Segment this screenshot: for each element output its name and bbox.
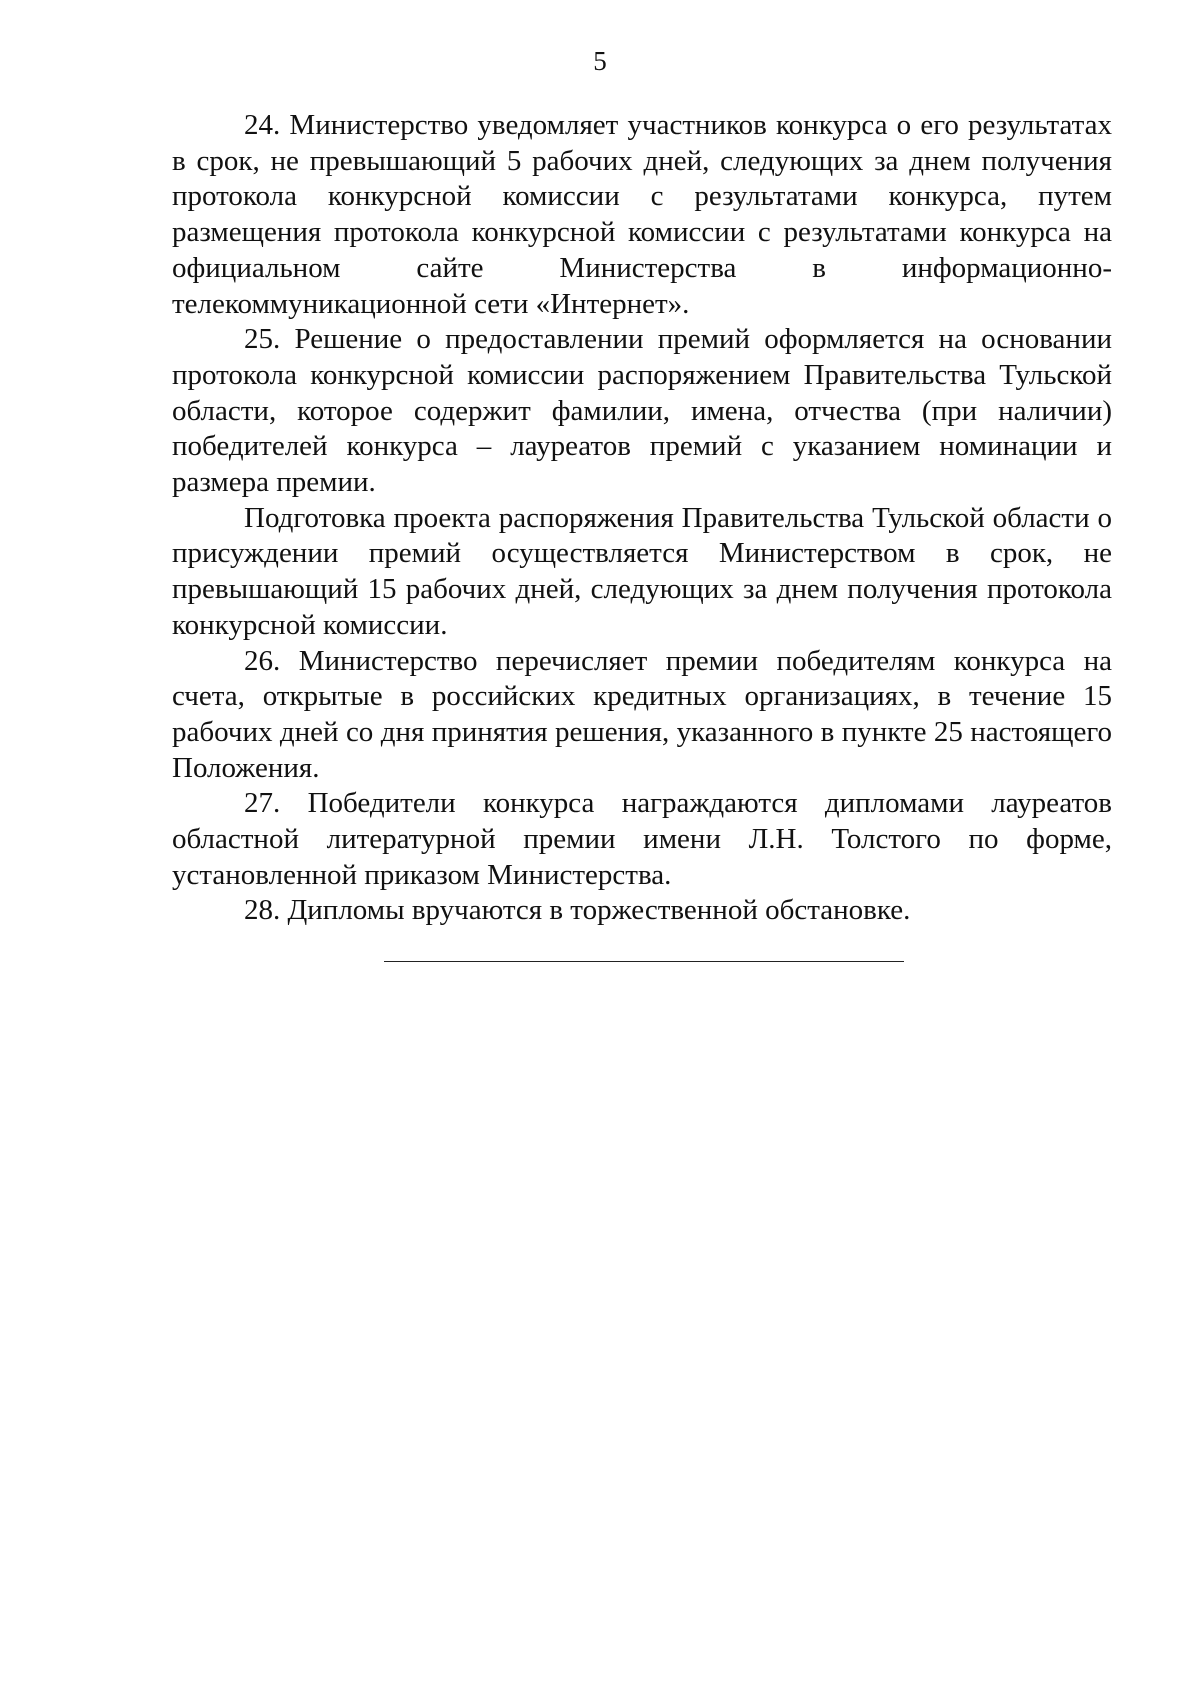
paragraph-28: 28. Дипломы вручаются в торжественной обстановке. [244, 894, 911, 927]
page-number: 5 [593, 46, 607, 76]
paragraph-27: 27. Победители конкурса награждаются дипломами лауреатов областной литературной премии имени Л.Н. Толстого по форме, установленной приказом Министерства. [172, 787, 1112, 891]
paragraph-26: 26. Министерство перечисляет премии победителям конкурса на счета, открытые в российских кредитных организациях, в течение 15 рабочих дней со дня принятия решения, указанного в пункте 25 настоящего Положения. [172, 644, 1112, 784]
end-separator-line [384, 961, 904, 962]
document-body [172, 108, 1112, 929]
paragraph-25-preparation: Подготовка проекта распоряжения Правительства Тульской области о присуждении премий осуществляется Министерством в срок, не превышающий 15 рабочих дней, следующих за днем получения протокола конкурсной комиссии. [172, 501, 1112, 641]
paragraph-24: 24. Министерство уведомляет участников конкурса о его результатах в срок, не превышающий 5 рабочих дней, следующих за днем получения протокола конкурсной комиссии с результатами конкурса, путем размещения протокола конкурсной комиссии с результатами конкурса на официальном сайте Министерства в информационно-телекоммуникационной сети «Интернет». [172, 109, 1112, 320]
paragraph-25: 25. Решение о предоставлении премий оформляется на основании протокола конкурсной комиссии распоряжением Правительства Тульской области, которое содержит фамилии, имена, отчества (при наличии) победителей конкурса – лауреатов премий с указанием номинации и размера премии. [172, 323, 1112, 499]
